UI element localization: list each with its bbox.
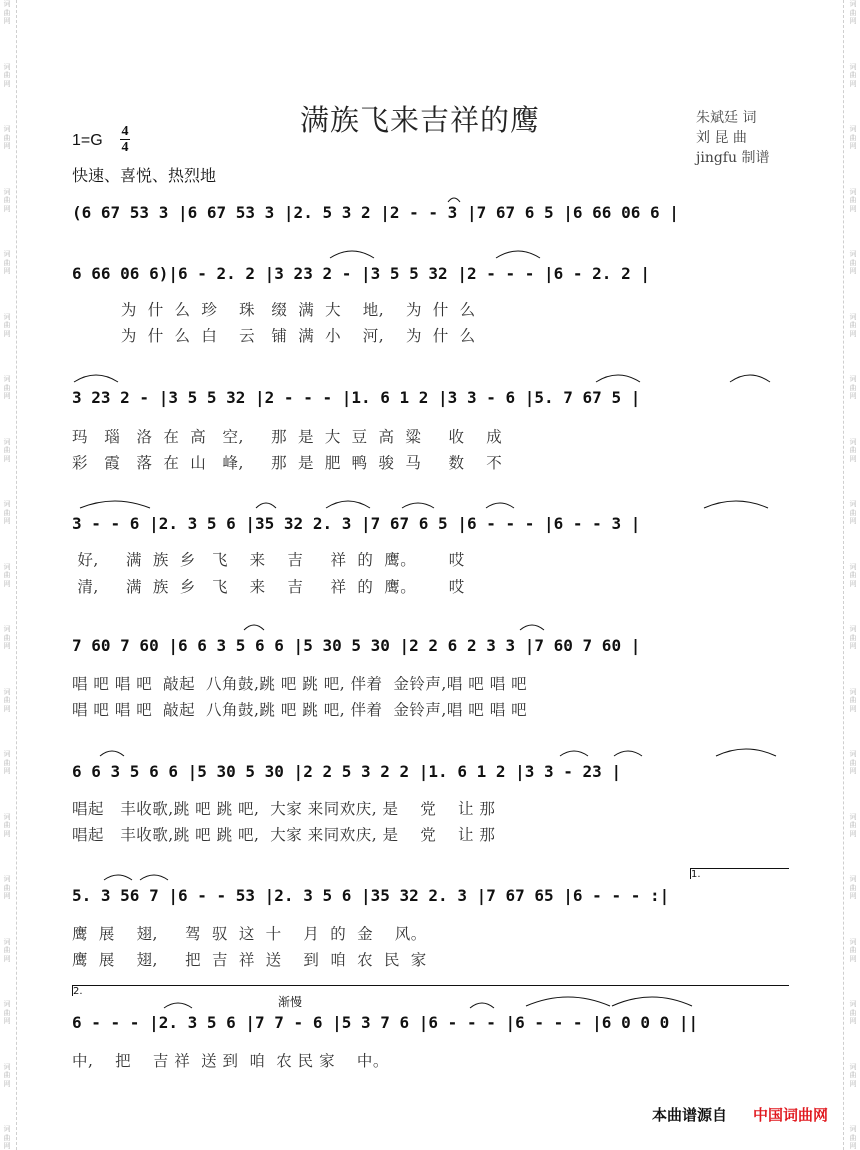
watermark-char: 网: [3, 829, 11, 838]
watermark-char: 词: [849, 62, 857, 71]
watermark-char: 曲: [849, 1133, 857, 1142]
watermark-char: 词: [849, 125, 857, 133]
watermark-char: 词: [3, 1062, 11, 1071]
watermark-char: 网: [3, 79, 11, 88]
watermark-char: 词: [849, 500, 857, 508]
watermark-char: 曲: [3, 1133, 11, 1142]
watermark-char: 词: [3, 562, 11, 571]
watermark-char: 网: [849, 267, 857, 275]
watermark-char: 词: [849, 375, 857, 383]
watermark-char: 网: [849, 17, 857, 25]
watermark-char: 词: [849, 250, 857, 258]
watermark-char: 网: [3, 892, 11, 900]
watermark-char: 网: [849, 642, 857, 650]
watermark-char: 网: [849, 1142, 857, 1150]
watermark-char: 网: [3, 517, 11, 525]
watermark-char: 词: [849, 1125, 857, 1133]
watermark-char: 曲: [3, 696, 11, 704]
watermark-char: 曲: [849, 758, 857, 767]
watermark-char: 曲: [849, 821, 857, 829]
watermark-char: 网: [849, 204, 857, 213]
watermark-char: 曲: [849, 383, 857, 392]
watermark-char: 曲: [849, 321, 857, 329]
watermark-char: 曲: [3, 1071, 11, 1079]
watermark-char: 曲: [849, 1008, 857, 1017]
watermark-char: 曲: [849, 883, 857, 892]
watermark-char: 词: [3, 1125, 11, 1133]
lyric-line-6-verse-2: 唱起 丰收歌,跳 吧 跳 吧, 大家 来同欢庆, 是 党 让 那: [72, 826, 496, 844]
watermark-char: 曲: [849, 196, 857, 204]
watermark-char: 词: [849, 312, 857, 321]
watermark-char: 曲: [3, 633, 11, 642]
footer-site-link[interactable]: 中国词曲网: [752, 1106, 828, 1124]
lyric-line-6-verse-1: 唱起 丰收歌,跳 吧 跳 吧, 大家 来同欢庆, 是 党 让 那: [72, 800, 496, 818]
watermark-char: 网: [3, 954, 11, 963]
watermark-char: 网: [849, 1017, 857, 1025]
watermark-char: 网: [3, 767, 11, 775]
watermark-char: 词: [3, 875, 11, 883]
notation-line-2: 6 66 06 6)|6 - 2. 2 |3 23 2 - |3 5 5 32 |2 - - - |6 - 2. 2 |: [72, 264, 650, 283]
watermark-char: 词: [3, 312, 11, 321]
watermark-char: 曲: [3, 196, 11, 204]
notation-line-8: 6 - - - |2. 3 5 6 |7 7 - 6 |5 3 7 6 |6 - - - |6 - - - |6 0 0 0 ||: [72, 1013, 699, 1032]
watermark-char: 词: [3, 812, 11, 821]
watermark-char: 网: [849, 829, 857, 838]
watermark-char: 网: [849, 579, 857, 588]
watermark-char: 曲: [849, 946, 857, 954]
watermark-char: 网: [3, 204, 11, 213]
watermark-char: 网: [849, 454, 857, 463]
watermark-char: 词: [3, 687, 11, 696]
watermark-char: 网: [3, 267, 11, 275]
tempo-change-marking: 渐慢: [278, 995, 303, 1009]
watermark-char: 曲: [849, 133, 857, 142]
watermark-char: 网: [849, 767, 857, 775]
watermark-char: 网: [849, 392, 857, 400]
watermark-char: 词: [849, 0, 857, 8]
lyric-line-3-verse-1: 玛 瑙 洛 在 高 空, 那 是 大 豆 高 粱 收 成: [72, 428, 503, 446]
watermark-char: 词: [849, 1000, 857, 1008]
watermark-char: 曲: [3, 321, 11, 329]
watermark-char: 词: [3, 500, 11, 508]
watermark-char: 曲: [849, 696, 857, 704]
lyric-line-2-verse-1: 为 什 么 珍 珠 缀 满 大 地, 为 什 么: [72, 301, 476, 319]
watermark-char: 曲: [3, 446, 11, 454]
watermark-char: 网: [3, 454, 11, 463]
watermark-char: 网: [849, 954, 857, 963]
watermark-char: 曲: [849, 258, 857, 267]
watermark-char: 词: [3, 250, 11, 258]
watermark-char: 词: [3, 625, 11, 633]
watermark-char: 词: [849, 437, 857, 446]
watermark-char: 网: [3, 1142, 11, 1150]
watermark-char: 词: [3, 62, 11, 71]
watermark-char: 网: [849, 79, 857, 88]
watermark-char: 词: [3, 437, 11, 446]
watermark-char: 曲: [3, 71, 11, 79]
watermark-char: 曲: [3, 571, 11, 579]
watermark-char: 词: [849, 750, 857, 758]
watermark-char: 网: [849, 329, 857, 338]
volta-first-ending: 1.: [690, 868, 789, 879]
watermark-char: 词: [3, 187, 11, 196]
watermark-char: 曲: [3, 1008, 11, 1017]
watermark-char: 网: [849, 704, 857, 713]
watermark-char: 曲: [849, 571, 857, 579]
lyric-line-2-verse-2: 为 什 么 白 云 铺 满 小 河, 为 什 么: [72, 327, 476, 345]
watermark-char: 曲: [849, 8, 857, 17]
watermark-char: 词: [849, 875, 857, 883]
watermark-char: 曲: [849, 508, 857, 517]
watermark-char: 曲: [849, 71, 857, 79]
watermark-char: 词: [849, 187, 857, 196]
watermark-char: 网: [3, 392, 11, 400]
watermark-char: 词: [3, 125, 11, 133]
watermark-char: 网: [849, 892, 857, 900]
time-top: 4: [121, 124, 129, 139]
song-title: 满族飞来吉祥的鹰: [300, 103, 541, 137]
watermark-char: 曲: [3, 821, 11, 829]
watermark-char: 曲: [3, 8, 11, 17]
lyric-line-7-verse-1: 鹰 展 翅, 驾 驭 这 十 月 的 金 风。: [72, 925, 427, 943]
notation-line-1: (6 67 53 3 |6 67 53 3 |2. 5 3 2 |2 - - 3 |7 67 6 5 |6 66 06 6 |: [72, 203, 679, 222]
watermark-char: 曲: [849, 446, 857, 454]
watermark-char: 网: [3, 642, 11, 650]
lyricist: 朱斌廷 词: [696, 110, 757, 126]
lyric-line-4-verse-2: 清, 满 族 乡 飞 来 吉 祥 的 鹰。 哎: [72, 578, 465, 596]
watermark-char: 曲: [849, 633, 857, 642]
watermark-char: 曲: [3, 758, 11, 767]
key-signature: 1=G: [72, 132, 103, 149]
watermark-char: 网: [849, 1079, 857, 1088]
watermark-char: 曲: [3, 508, 11, 517]
watermark-char: 网: [3, 1079, 11, 1088]
watermark-char: 词: [3, 375, 11, 383]
watermark-char: 词: [849, 937, 857, 946]
footer-source-label: 本曲谱源自: [651, 1106, 727, 1124]
lyric-line-5-verse-1: 唱 吧 唱 吧 敲起 八角鼓,跳 吧 跳 吧, 伴着 金铃声,唱 吧 唱 吧: [72, 675, 528, 693]
notation-line-6: 6 6 3 5 6 6 |5 30 5 30 |2 2 5 3 2 2 |1. 6 1 2 |3 3 - 23 |: [72, 762, 622, 781]
notation-line-7: 5. 3 56 7 |6 - - 53 |2. 3 5 6 |35 32 2. 3 |7 67 65 |6 - - - :|: [72, 886, 670, 905]
watermark-char: 网: [3, 1017, 11, 1025]
lyric-line-3-verse-2: 彩 霞 落 在 山 峰, 那 是 肥 鸭 骏 马 数 不: [72, 454, 503, 472]
watermark-char: 网: [3, 329, 11, 338]
lyric-line-4-verse-1: 好, 满 族 乡 飞 来 吉 祥 的 鹰。 哎: [72, 551, 465, 569]
lyric-line-7-verse-2: 鹰 展 翅, 把 吉 祥 送 到 咱 农 民 家: [72, 951, 427, 969]
watermark-char: 词: [849, 812, 857, 821]
watermark-char: 词: [849, 687, 857, 696]
watermark-char: 网: [3, 704, 11, 713]
notation-line-3: 3 23 2 - |3 5 5 32 |2 - - - |1. 6 1 2 |3 3 - 6 |5. 7 67 5 |: [72, 388, 641, 407]
notation-line-5: 7 60 7 60 |6 6 3 5 6 6 |5 30 5 30 |2 2 6 2 3 3 |7 60 7 60 |: [72, 636, 641, 655]
volta-second-ending: 2.: [72, 985, 789, 996]
watermark-char: 曲: [3, 383, 11, 392]
watermark-char: 词: [3, 0, 11, 8]
watermark-char: 网: [3, 142, 11, 150]
watermark-char: 网: [3, 17, 11, 25]
watermark-char: 曲: [3, 883, 11, 892]
watermark-char: 网: [3, 579, 11, 588]
watermark-char: 词: [3, 937, 11, 946]
notation-line-4: 3 - - 6 |2. 3 5 6 |35 32 2. 3 |7 67 6 5 |6 - - - |6 - - 3 |: [72, 514, 641, 533]
watermark-char: 网: [849, 142, 857, 150]
tempo-marking: 快速、喜悦、热烈地: [72, 166, 217, 185]
watermark-char: 网: [849, 517, 857, 525]
watermark-char: 词: [849, 1062, 857, 1071]
watermark-char: 词: [3, 750, 11, 758]
lyric-line-8: 中, 把 吉 祥 送 到 咱 农 民 家 中。: [72, 1052, 389, 1070]
time-bottom: 4: [121, 140, 129, 155]
watermark-char: 曲: [3, 258, 11, 267]
lyric-line-5-verse-2: 唱 吧 唱 吧 敲起 八角鼓,跳 吧 跳 吧, 伴着 金铃声,唱 吧 唱 吧: [72, 701, 528, 719]
watermark-char: 词: [849, 562, 857, 571]
composer: 刘 昆 曲: [696, 130, 747, 146]
watermark-char: 曲: [849, 1071, 857, 1079]
watermark-char: 曲: [3, 133, 11, 142]
watermark-char: 词: [849, 625, 857, 633]
watermark-char: 词: [3, 1000, 11, 1008]
arranger: jingfu 制谱: [696, 150, 770, 166]
watermark-char: 曲: [3, 946, 11, 954]
